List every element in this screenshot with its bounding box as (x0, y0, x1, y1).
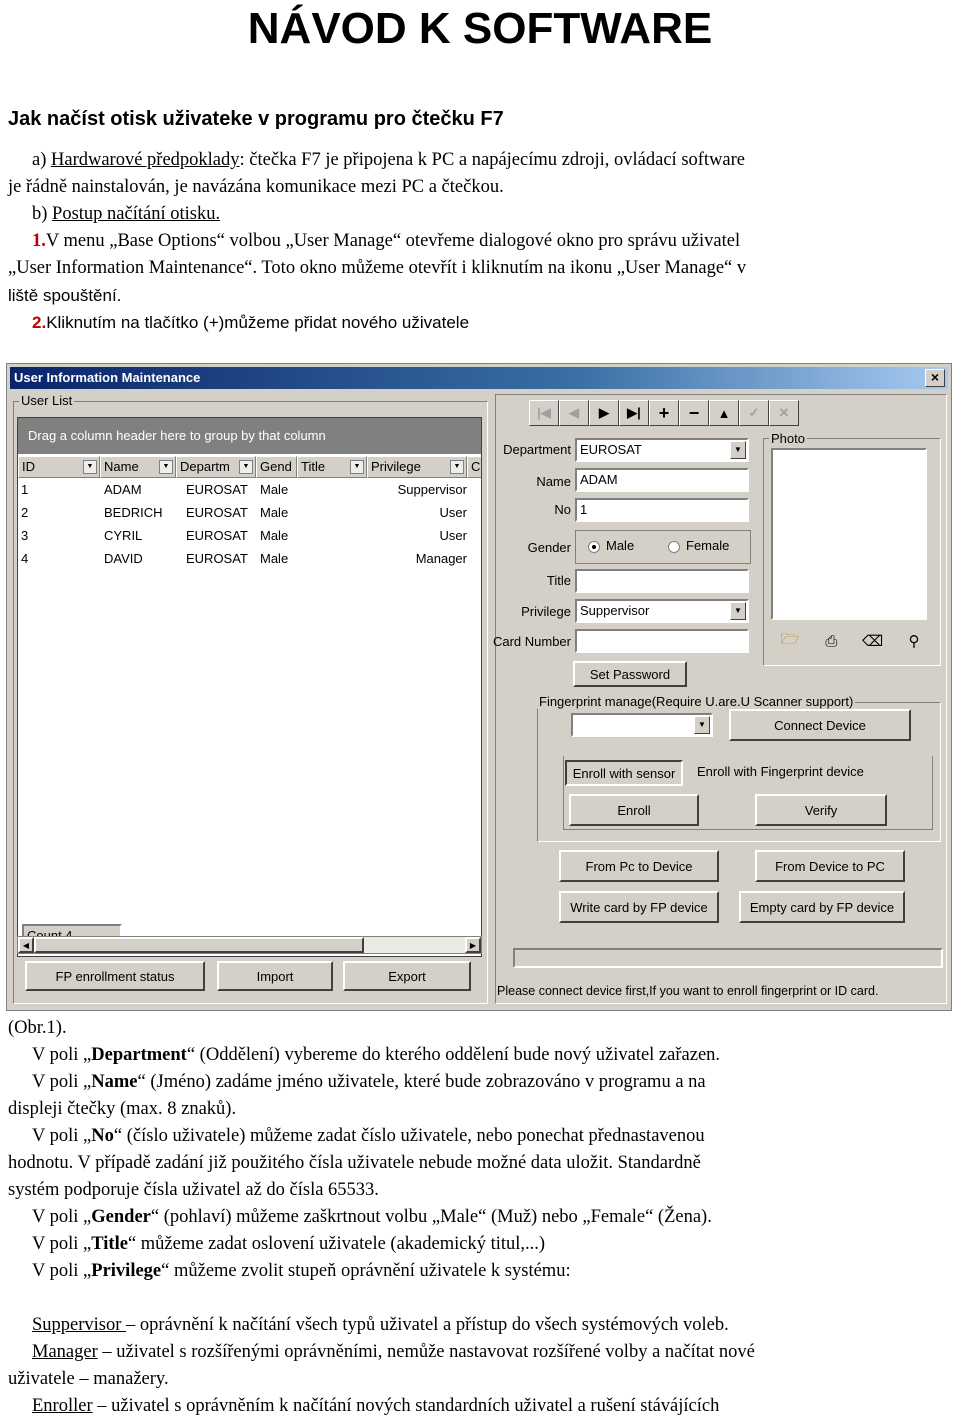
grid-header-row (18, 456, 482, 478)
procedure-link: Postup načítání otisku. (52, 204, 221, 224)
first-record-icon[interactable]: |◀ (529, 400, 559, 426)
chevron-down-icon[interactable]: ▼ (694, 716, 710, 734)
name-label: Name (536, 474, 571, 489)
close-button[interactable]: × (925, 369, 945, 387)
verify-button[interactable]: Verify (755, 794, 887, 826)
next-record-icon[interactable]: ▶ (589, 400, 619, 426)
no-desc: V poli „No“ (číslo uživatele) můžeme zadat číslo uživatele, nebo ponechat přednastavenou (32, 1126, 705, 1146)
description-paragraphs (8, 1015, 954, 1420)
col-title[interactable]: Title ▼ (297, 456, 367, 478)
nav-toolbar (529, 400, 819, 428)
col-gender[interactable]: Gend (256, 456, 297, 478)
edit-up-icon[interactable]: ▲ (709, 400, 739, 426)
female-radio[interactable] (668, 541, 680, 553)
gender-group (575, 530, 751, 564)
step1-line3: liště spouštění. (8, 286, 122, 305)
department-desc: V poli „Department“ (Oddělení) vybereme do kterého oddělení bude nový uživatel zařazen. (32, 1045, 721, 1065)
item-a-prefix: a) (32, 150, 51, 170)
step1-line2: „User Information Maintenance“. Toto okno můžeme otevřít i kliknutím na ikonu „User Manage“ v (8, 258, 747, 278)
no-label: No (554, 502, 571, 517)
male-label: Male (606, 538, 635, 553)
from-pc-to-device-button[interactable]: From Pc to Device (559, 850, 719, 882)
prev-record-icon[interactable]: ◀ (559, 400, 589, 426)
col-privilege[interactable]: Privilege ▼ (367, 456, 467, 478)
dialog-title: User Information Maintenance (14, 370, 201, 385)
fingerprint-group-label: Fingerprint manage(Require U.are.U Scanner support) (539, 694, 854, 709)
grid-scrollbar[interactable] (17, 936, 482, 954)
item-a-line2: je řádně nainstalován, je navázána komunikace mezi PC a čtečkou. (8, 177, 504, 197)
item-b-prefix: b) (32, 204, 53, 224)
camera-icon[interactable]: ⎙ (825, 632, 838, 650)
status-text: Please connect device first,If you want to enroll fingerprint or ID card. (497, 984, 879, 998)
photo-toolbar (777, 630, 927, 654)
title-desc: V poli „Title“ můžeme zadat oslovení uživatele (akademický titul,...) (32, 1234, 546, 1254)
broom-icon[interactable]: ⚲ (908, 633, 920, 650)
step2-text: Kliknutím na tlačítko (+)můžeme přidat nového uživatele (46, 313, 470, 332)
card-number-label: Card Number (492, 634, 571, 649)
step1-text: V menu „Base Options“ volbou „User Manage“ otevřeme dialogové okno pro správu uživatel (45, 231, 741, 251)
document-title: NÁVOD K SOFTWARE (247, 4, 713, 53)
empty-card-button[interactable]: Empty card by FP device (739, 891, 905, 923)
intro-paragraphs (8, 147, 954, 336)
title-field[interactable] (575, 569, 749, 593)
chevron-down-icon[interactable]: ▼ (730, 441, 746, 459)
name-field[interactable]: ADAM (575, 468, 749, 492)
col-id[interactable]: ID ▼ (18, 456, 100, 478)
table-row[interactable]: 3 CYRIL EUROSAT Male User (21, 528, 467, 543)
privilege-desc: V poli „Privilege“ můžeme zvolit stupeň oprávnění uživatele k systému: (32, 1261, 571, 1281)
no-field[interactable]: 1 (575, 498, 749, 522)
photo-box[interactable] (771, 448, 927, 620)
col-name[interactable]: Name ▼ (100, 456, 176, 478)
device-select[interactable] (571, 713, 713, 737)
manager-desc: Manager – uživatel s rozšířenými oprávněními, nemůže nastavovat rozšířené volby a načítat nové (32, 1342, 755, 1362)
gender-label: Gender (527, 540, 571, 555)
col-c[interactable]: C (467, 456, 482, 478)
from-device-to-pc-button[interactable]: From Device to PC (755, 850, 905, 882)
connect-device-button[interactable]: Connect Device (729, 709, 911, 741)
scroll-right-icon[interactable]: ▶ (465, 937, 481, 953)
chevron-down-icon[interactable]: ▼ (730, 602, 746, 620)
hardware-link: Hardwarové předpoklady (51, 150, 240, 170)
department-select[interactable]: EUROSAT ▼ (575, 438, 749, 462)
table-row[interactable]: 4 DAVID EUROSAT Male Manager (21, 551, 467, 566)
department-label: Department (503, 442, 571, 457)
folder-open-icon[interactable]: 🗁 (780, 630, 800, 648)
female-label: Female (686, 538, 730, 553)
tab-enroll-with-sensor[interactable]: Enroll with sensor (565, 760, 683, 786)
section-heading: Jak načíst otisk uživateke v programu pro čtečku F7 (8, 108, 504, 130)
delete-record-icon[interactable]: − (679, 400, 709, 426)
manager-desc-line2: uživatele – manažery. (8, 1369, 169, 1389)
enroller-desc: Enroller – uživatel s oprávněním k načítání nových standardních uživatel a rušení stávájících (32, 1396, 720, 1416)
dialog-titlebar (10, 367, 948, 389)
write-card-button[interactable]: Write card by FP device (559, 891, 719, 923)
item-a-text: : čtečka F7 je připojena k PC a napájecímu zdroji, ovládací software (239, 150, 746, 170)
table-row[interactable]: 1 ADAM EUROSAT Male Suppervisor (21, 482, 467, 497)
eraser-icon[interactable]: ⌫ (862, 633, 884, 650)
title-label: Title (546, 573, 571, 588)
export-button[interactable]: Export (343, 961, 471, 991)
gender-desc: V poli „Gender“ (pohlaví) můžeme zaškrtnout volbu „Male“ (Muž) nebo „Female“ (Žena). (32, 1207, 712, 1227)
col-department[interactable]: Departm ▼ (176, 456, 256, 478)
male-radio[interactable] (588, 541, 600, 553)
set-password-button[interactable]: Set Password (573, 661, 687, 687)
table-row[interactable]: 2 BEDRICH EUROSAT Male User (21, 505, 467, 520)
scroll-thumb[interactable] (34, 937, 364, 953)
name-desc: V poli „Name“ (Jméno) zadáme jméno uživatele, které bude zobrazováno v programu a na (32, 1072, 706, 1092)
cancel-edit-icon[interactable]: ✕ (769, 400, 799, 426)
tab-enroll-with-fingerprint-device[interactable]: Enroll with Fingerprint device (697, 764, 864, 779)
figure-caption: (Obr.1). (8, 1018, 67, 1038)
add-record-icon[interactable]: + (649, 400, 679, 426)
step2-number: 2. (32, 313, 47, 332)
user-information-dialog (6, 363, 952, 1011)
post-check-icon[interactable]: ✓ (739, 400, 769, 426)
supervisor-desc: Suppervisor – oprávnění k načítání všech typů uživatel a přístup do všech systémových voleb. (32, 1315, 729, 1335)
card-number-field[interactable] (575, 629, 749, 653)
photo-label: Photo (771, 431, 805, 446)
fp-enrollment-status-button[interactable]: FP enrollment status (25, 961, 205, 991)
group-by-panel: Drag a column header here to group by that column (18, 418, 482, 454)
scroll-left-icon[interactable]: ◀ (18, 937, 34, 953)
no-desc-line3: systém podporuje čísla uživatel až do čísla 65533. (8, 1180, 379, 1200)
no-desc-line2: hodnotu. V případě zadání již použitého čísla uživatele nebude možné data uložit. Standardně (8, 1153, 701, 1173)
privilege-select[interactable]: Suppervisor ▼ (575, 599, 749, 623)
name-desc-line2: displeji čtečky (max. 8 znaků). (8, 1099, 237, 1119)
user-list-label: User List (21, 393, 73, 408)
step1-number: 1. (32, 231, 46, 251)
user-grid (17, 417, 482, 957)
privilege-label: Privilege (521, 604, 571, 619)
import-button[interactable]: Import (217, 961, 333, 991)
progress-bar (513, 948, 943, 968)
last-record-icon[interactable]: ▶| (619, 400, 649, 426)
enroll-button[interactable]: Enroll (569, 794, 699, 826)
